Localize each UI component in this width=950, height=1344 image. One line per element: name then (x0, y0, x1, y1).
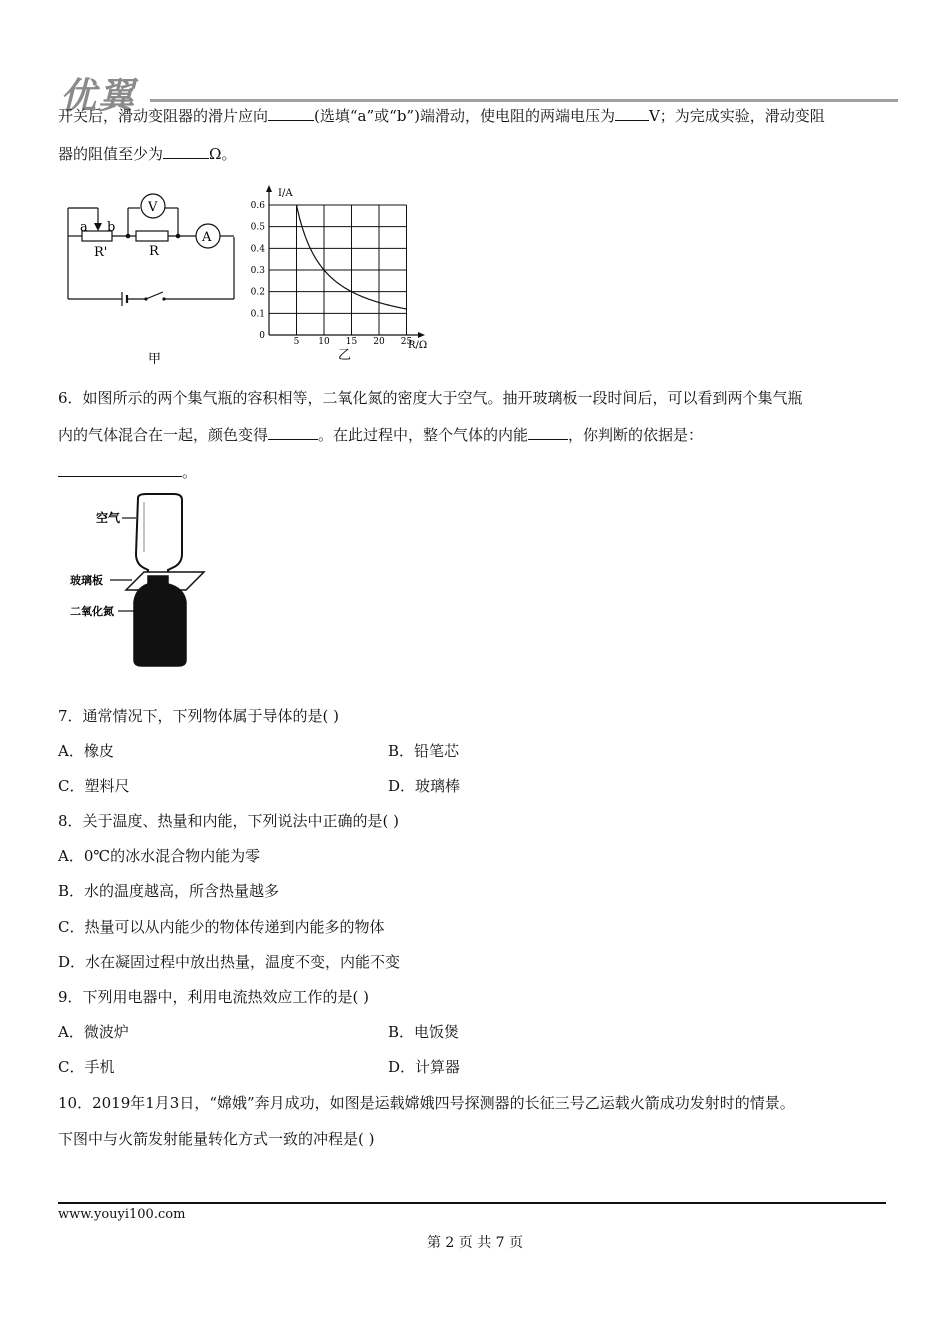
q6-text: ，你判断的依据是： (568, 426, 704, 444)
y-tick-label: 0.5 (250, 222, 265, 233)
footer-rule (58, 1202, 886, 1204)
x-tick-label: 25 (400, 337, 413, 347)
q5-blank-3[interactable] (163, 144, 209, 159)
header-rule (150, 99, 898, 102)
x-axis-arrow (418, 332, 425, 338)
y-tick-label: 0.2 (250, 287, 265, 298)
label-rheostat: R' (94, 245, 108, 260)
y-tick-label: 0 (259, 331, 265, 341)
q6-blank-1[interactable] (268, 425, 318, 440)
x-tick-label: 20 (373, 337, 385, 347)
q6-blank-2[interactable] (528, 425, 568, 440)
junction-dot (176, 234, 181, 239)
x-tick-label: 5 (293, 337, 300, 347)
q6-line1: 6．如图所示的两个集气瓶的容积相等，二氧化氮的密度大于空气。抽开玻璃板一段时间后，可以看到两个集气瓶 (58, 389, 803, 407)
page-number: 第 2 页 共 7 页 (426, 1235, 524, 1251)
q5-text: Ω。 (209, 145, 237, 163)
switch-contact (144, 297, 147, 300)
label-voltmeter: V (148, 200, 158, 215)
q7-option-c[interactable]: C．塑料尺 (58, 777, 130, 795)
junction-dot (126, 234, 131, 239)
x-axis-label: R/Ω (408, 340, 428, 351)
q8-stem: 8．关于温度、热量和内能，下列说法中正确的是( ) (58, 812, 400, 830)
q10-line1: 10．2019年1月3日，“嫦娥”奔月成功，如图是运载嫦娥四号探测器的长征三号乙运载火箭成功发射时的情景。 (58, 1094, 795, 1112)
label-resistor: R (149, 244, 159, 259)
lower-bottle (134, 576, 186, 666)
q7-option-a[interactable]: A．橡皮 (58, 742, 114, 760)
caption-yi: 乙 (338, 348, 352, 362)
footer-url[interactable]: www.youyi100.com (58, 1207, 186, 1222)
q7-stem: 7．通常情况下，下列物体属于导体的是( ) (58, 707, 340, 725)
resistor-box (136, 231, 168, 241)
q9-option-c[interactable]: C．手机 (58, 1058, 115, 1076)
switch-contact (162, 297, 165, 300)
q6-text: 。在此过程中，整个气体的内能 (318, 426, 529, 444)
label-glass-plate: 玻璃板 (70, 574, 103, 587)
y-tick-label: 0.4 (250, 244, 265, 255)
label-air: 空气 (96, 511, 121, 525)
q5-blank-1[interactable] (268, 106, 314, 121)
y-axis-label: I/A (278, 188, 293, 199)
q6-text: 内的气体混合在一起，颜色变得 (58, 426, 269, 444)
q5-blank-2[interactable] (615, 106, 649, 121)
circuit-diagram (60, 185, 250, 375)
y-tick-label: 0.3 (250, 265, 265, 276)
label-a: a (80, 220, 88, 235)
q5-text: 器的阻值至少为 (58, 145, 164, 163)
q9-stem: 9．下列用电器中，利用电流热效应工作的是( ) (58, 988, 370, 1006)
q5-text: (选填“a”或“b”)端滑动，使电阻的两端电压为 (314, 107, 615, 125)
logo: 优翼 (60, 76, 137, 117)
q8-option-d[interactable]: D．水在凝固过程中放出热量，温度不变，内能不变 (58, 953, 401, 971)
q8-option-c[interactable]: C．热量可以从内能少的物体传递到内能多的物体 (58, 918, 385, 936)
upper-bottle (136, 494, 182, 574)
y-tick-label: 0.1 (250, 309, 265, 320)
switch-blade (146, 292, 163, 299)
q7-option-d[interactable]: D．玻璃棒 (388, 777, 461, 795)
q9-option-b[interactable]: B．电饭煲 (388, 1023, 460, 1041)
q10-line2: 下图中与火箭发射能量转化方式一致的冲程是( ) (58, 1130, 375, 1148)
q5-line2 (58, 144, 236, 164)
x-tick-label: 15 (345, 337, 358, 347)
graph-i-r (250, 182, 450, 362)
q9-option-d[interactable]: D．计算器 (388, 1058, 461, 1076)
q5-text: V；为完成实验，滑动变阻 (648, 107, 825, 125)
gas-bottles-figure (66, 490, 216, 670)
label-b: b (107, 220, 116, 235)
q9-option-a[interactable]: A．微波炉 (58, 1023, 129, 1041)
caption-jia: 甲 (148, 352, 162, 367)
label-no2: 二氧化氮 (70, 605, 114, 618)
x-tick-label: 10 (318, 337, 330, 347)
q5-text: 开关后，滑动变阻器的滑片应向 (58, 107, 269, 125)
q6-blank-3[interactable] (58, 462, 182, 477)
y-axis-arrow (266, 185, 272, 192)
q8-option-b[interactable]: B．水的温度越高，所含热量越多 (58, 882, 280, 900)
q5-line1 (58, 106, 825, 126)
q8-option-a[interactable]: A．0℃的冰水混合物内能为零 (58, 847, 261, 865)
y-tick-label: 0.6 (250, 200, 265, 211)
q7-option-b[interactable]: B．铅笔芯 (388, 742, 460, 760)
label-ammeter: A (202, 230, 212, 245)
q6-line3 (58, 462, 197, 482)
q6-line2 (58, 425, 703, 445)
slider-arrow (94, 223, 102, 231)
q6-text: 。 (182, 463, 198, 481)
